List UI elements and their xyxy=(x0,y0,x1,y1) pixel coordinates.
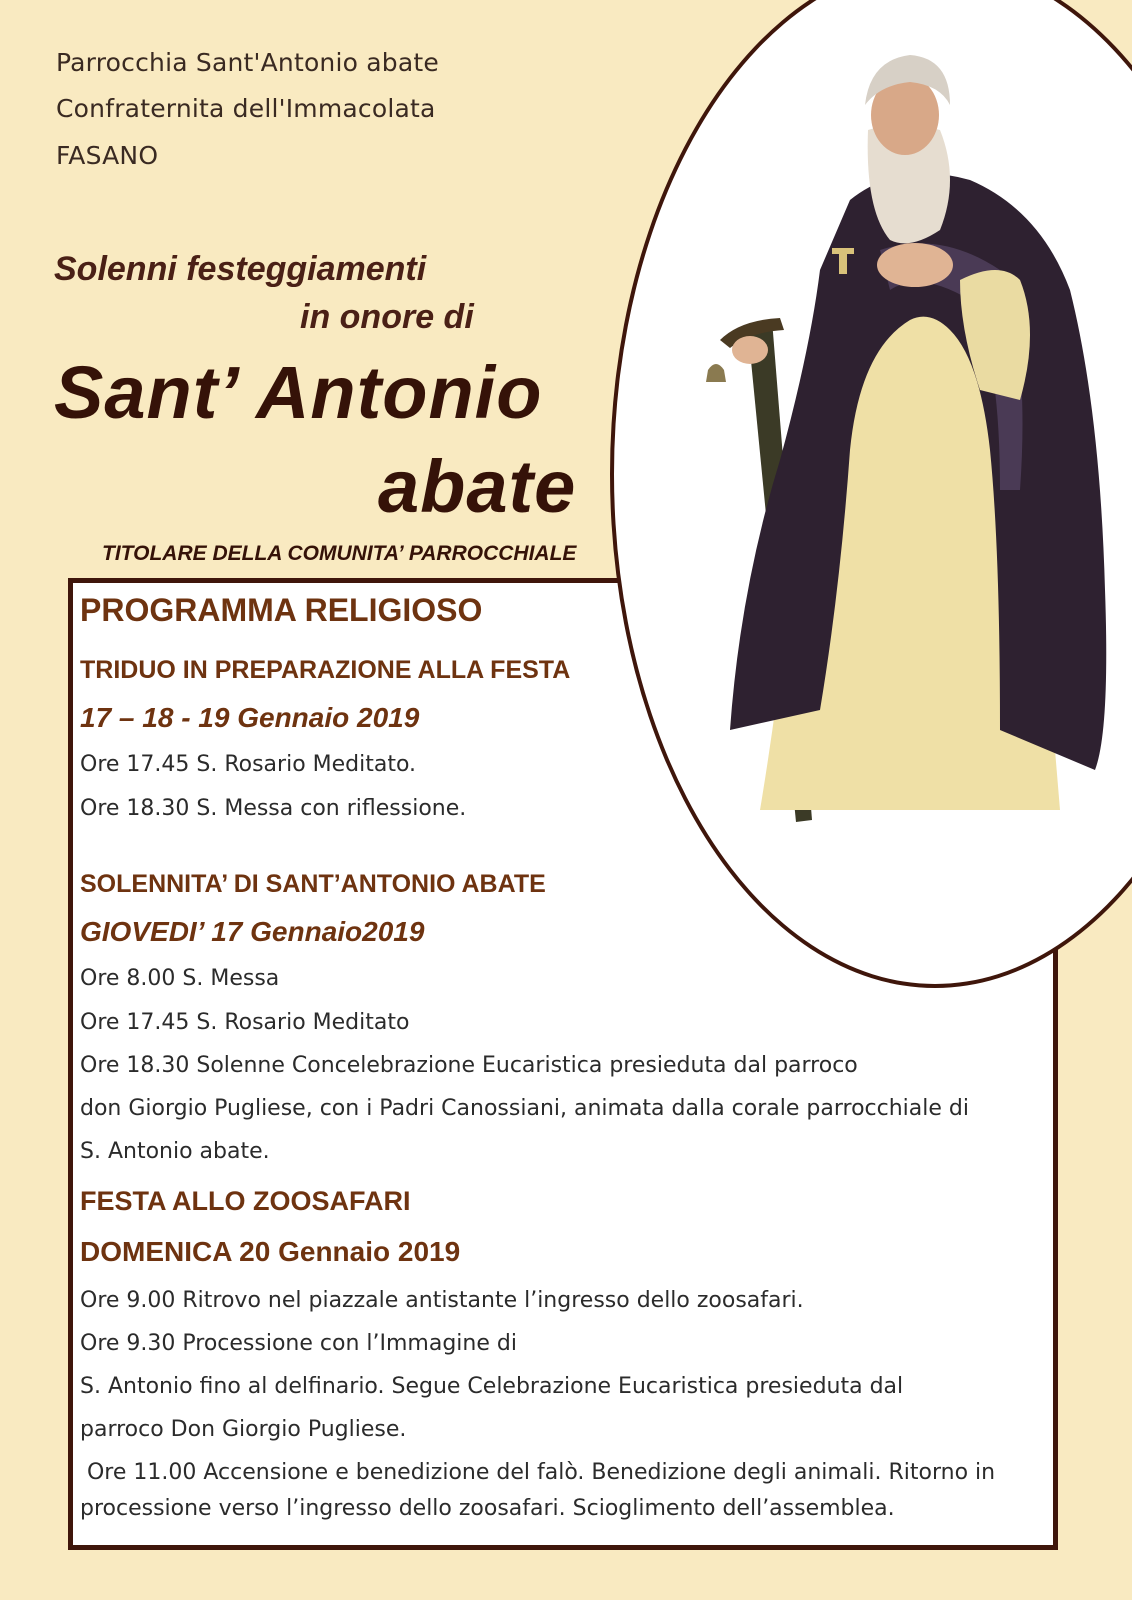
solennita-line-4: don Giorgio Pugliese, con i Padri Canossiani, animata dalla corale parrocchiale di xyxy=(80,1096,969,1121)
zoosafari-line-1: Ore 9.00 Ritrovo nel piazzale antistante l’ingresso dello zoosafari. xyxy=(80,1288,804,1313)
town-name: FASANO xyxy=(56,141,159,170)
title-line-1: Solenni festeggiamenti xyxy=(54,250,427,288)
triduo-heading: TRIDUO IN PREPARAZIONE ALLA FESTA xyxy=(80,656,571,684)
saint-name-line-2: abate xyxy=(378,445,577,528)
solennita-line-3: Ore 18.30 Solenne Concelebrazione Eucaristica presieduta dal parroco xyxy=(80,1053,858,1078)
zoosafari-line-4: parroco Don Giorgio Pugliese. xyxy=(80,1417,407,1442)
solennita-date: GIOVEDI’ 17 Gennaio2019 xyxy=(80,916,425,947)
triduo-date: 17 – 18 - 19 Gennaio 2019 xyxy=(80,702,420,733)
solennita-line-5: S. Antonio abate. xyxy=(80,1139,270,1164)
parish-name: Parrocchia Sant'Antonio abate xyxy=(56,48,439,77)
zoosafari-date: DOMENICA 20 Gennaio 2019 xyxy=(80,1236,461,1267)
program-heading: PROGRAMMA RELIGIOSO xyxy=(80,592,483,628)
confraternity-name: Confraternita dell'Immacolata xyxy=(56,94,436,123)
zoosafari-line-3: S. Antonio fino al delfinario. Segue Celebrazione Eucaristica presieduta dal xyxy=(80,1374,904,1399)
title-line-2: in onore di xyxy=(300,298,474,336)
solennita-line-2: Ore 17.45 S. Rosario Meditato xyxy=(80,1010,410,1035)
subtitle: TITOLARE DELLA COMUNITA’ PARROCCHIALE xyxy=(102,542,577,565)
triduo-line-1: Ore 17.45 S. Rosario Meditato. xyxy=(80,752,417,777)
solennita-heading: SOLENNITA’ DI SANT’ANTONIO ABATE xyxy=(80,870,546,898)
zoosafari-line-2: Ore 9.30 Processione con l’Immagine di xyxy=(80,1331,517,1356)
solennita-line-1: Ore 8.00 S. Messa xyxy=(80,966,280,991)
saint-statue-image xyxy=(700,30,1120,830)
zoosafari-line-6: processione verso l’ingresso dello zoosafari. Scioglimento dell’assemblea. xyxy=(80,1496,895,1521)
zoosafari-line-5: Ore 11.00 Accensione e benedizione del falò. Benedizione degli animali. Ritorno in xyxy=(80,1460,996,1485)
zoosafari-heading: FESTA ALLO ZOOSAFARI xyxy=(80,1186,411,1216)
saint-name-line-1: Sant’ Antonio xyxy=(54,351,543,434)
triduo-line-2: Ore 18.30 S. Messa con riflessione. xyxy=(80,796,467,821)
